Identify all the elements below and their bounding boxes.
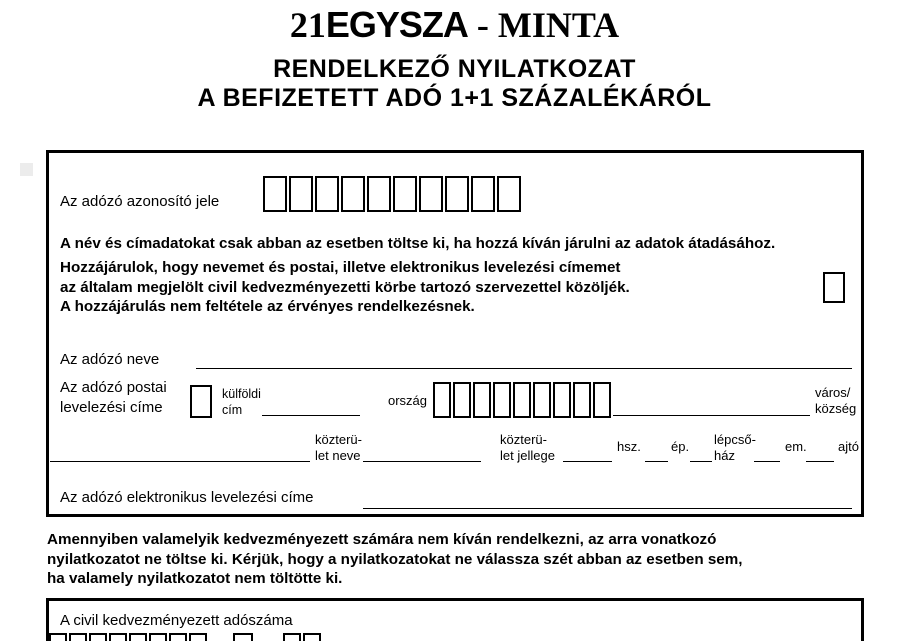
instruction-line2: nyilatkozatot ne töltse ki. Kérjük, hogy a nyilatkozatokat ne válassza szét abban az esetben sem,: [47, 550, 743, 568]
foreign-address-label: [222, 386, 261, 418]
taxpayer-section-box: [46, 150, 864, 517]
consent-text: [60, 258, 630, 317]
char-box[interactable]: [419, 176, 443, 212]
tax-id-boxes: [263, 176, 521, 212]
char-box[interactable]: [89, 633, 107, 641]
form-title-year: 21: [289, 5, 326, 45]
form-title-code: EGYSZA: [325, 4, 468, 45]
country-boxes: [433, 382, 611, 418]
taxpayer-name-line[interactable]: [196, 368, 852, 369]
city-label-line1: város/: [815, 385, 851, 400]
char-box[interactable]: [393, 176, 417, 212]
address-extra-line[interactable]: [50, 461, 310, 462]
char-box[interactable]: [497, 176, 521, 212]
char-box[interactable]: [513, 382, 531, 418]
street-type-label-line2: let jellege: [500, 448, 555, 463]
char-box[interactable]: [341, 176, 365, 212]
consent-text-line3: A hozzájárulás nem feltétele az érvényes rendelkezésnek.: [60, 298, 475, 316]
civil-tax-number-boxes-group1: [49, 633, 207, 641]
door-label: ajtó: [838, 439, 859, 454]
page-marker: [20, 163, 33, 176]
char-box[interactable]: [315, 176, 339, 212]
char-box[interactable]: [149, 633, 167, 641]
form-subtitle-line1: RENDELKEZŐ NYILATKOZAT: [273, 55, 636, 83]
staircase-label: [714, 432, 756, 464]
form-subtitle-line2: A BEFIZETETT ADÓ 1+1 SZÁZALÉKÁRÓL: [197, 84, 712, 112]
form-title-sample: - MINTA: [467, 5, 620, 45]
street-type-label-line1: közterü-: [500, 432, 547, 447]
form-subtitle: [0, 55, 909, 113]
email-label: Az adózó elektronikus levelezési címe: [60, 489, 314, 506]
street-type-label: [500, 432, 555, 464]
postal-address-label-line2: levelezési címe: [60, 399, 163, 416]
char-box[interactable]: [453, 382, 471, 418]
char-box[interactable]: [49, 633, 67, 641]
civil-tax-number-box-single[interactable]: [233, 633, 253, 641]
consent-text-line1: Hozzájárulok, hogy nevemet és postai, illetve elektronikus levelezési címemet: [60, 259, 621, 276]
instruction-paragraph: [47, 530, 865, 589]
char-box[interactable]: [473, 382, 491, 418]
city-line[interactable]: [613, 415, 810, 416]
staircase-label-line1: lépcső-: [714, 432, 756, 447]
building-label: ép.: [671, 439, 690, 454]
floor-line[interactable]: [806, 461, 834, 462]
civil-tax-number-boxes-group2: [283, 633, 321, 641]
foreign-address-label-line1: külföldi: [222, 387, 261, 401]
form-title: [0, 5, 909, 45]
foreign-address-label-line2: cím: [222, 403, 243, 417]
char-box[interactable]: [129, 633, 147, 641]
city-label-line2: község: [815, 401, 857, 416]
street-type-line[interactable]: [563, 461, 612, 462]
char-box[interactable]: [283, 633, 301, 641]
char-box[interactable]: [471, 176, 495, 212]
house-number-line[interactable]: [645, 461, 668, 462]
house-number-label: hsz.: [617, 439, 641, 454]
street-name-label: [315, 432, 362, 464]
city-label: [815, 385, 856, 417]
taxpayer-name-label: Az adózó neve: [60, 351, 160, 368]
char-box[interactable]: [593, 382, 611, 418]
foreign-address-line[interactable]: [262, 415, 360, 416]
tax-id-label: Az adózó azonosító jele: [60, 193, 220, 210]
staircase-line[interactable]: [754, 461, 780, 462]
civil-section-box: [46, 598, 864, 641]
consent-text-line2: az általam megjelölt civil kedvezményezetti körbe tartozó szervezettel közöljék.: [60, 278, 630, 296]
char-box[interactable]: [445, 176, 469, 212]
char-box[interactable]: [493, 382, 511, 418]
char-box[interactable]: [289, 176, 313, 212]
char-box[interactable]: [303, 633, 321, 641]
country-label: ország: [388, 393, 428, 408]
building-line[interactable]: [690, 461, 712, 462]
floor-label: em.: [785, 439, 807, 454]
char-box[interactable]: [573, 382, 591, 418]
char-box[interactable]: [169, 633, 187, 641]
foreign-address-checkbox[interactable]: [190, 385, 212, 418]
char-box[interactable]: [553, 382, 571, 418]
form-header: [0, 0, 909, 113]
postal-address-label-line1: Az adózó postai: [60, 379, 167, 396]
char-box[interactable]: [433, 382, 451, 418]
char-box[interactable]: [533, 382, 551, 418]
char-box[interactable]: [367, 176, 391, 212]
char-box[interactable]: [109, 633, 127, 641]
char-box[interactable]: [189, 633, 207, 641]
staircase-label-line2: ház: [714, 448, 735, 463]
consent-intro-text: A név és címadatokat csak abban az esetben töltse ki, ha hozzá kíván járulni az adatok átadásához.: [60, 235, 776, 252]
street-name-label-line1: közterü-: [315, 432, 362, 447]
civil-tax-number-label: A civil kedvezményezett adószáma: [60, 612, 293, 629]
street-name-label-line2: let neve: [315, 448, 361, 463]
char-box[interactable]: [263, 176, 287, 212]
instruction-line3: ha valamely nyilatkozatot nem töltötte ki.: [47, 570, 343, 588]
email-line[interactable]: [363, 508, 852, 509]
postal-address-label: [60, 378, 167, 418]
instruction-line1: Amennyiben valamelyik kedvezményezett számára nem kíván rendelkezni, az arra vonatkozó: [47, 531, 717, 548]
street-name-line[interactable]: [363, 461, 481, 462]
char-box[interactable]: [69, 633, 87, 641]
consent-checkbox[interactable]: [823, 272, 845, 303]
